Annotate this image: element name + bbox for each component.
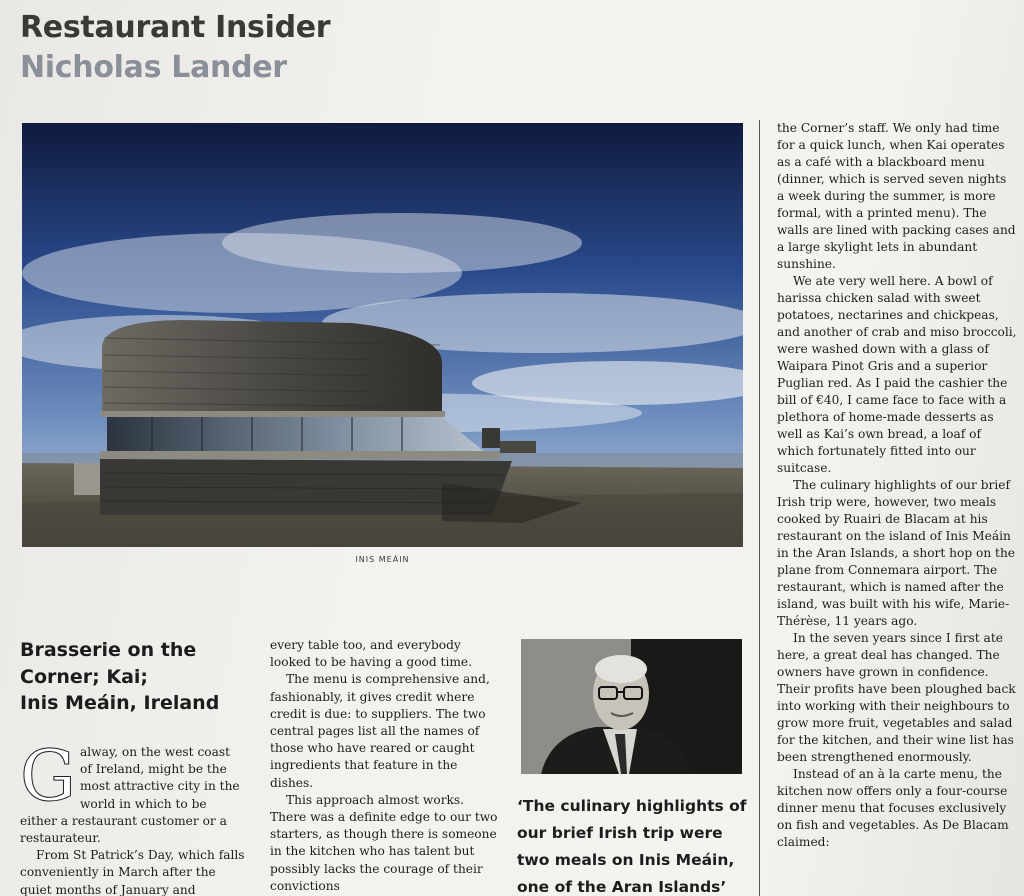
drop-cap: G — [20, 735, 76, 817]
headline-line: Corner; Kai; — [20, 665, 149, 688]
section-title: Restaurant Insider — [20, 10, 331, 45]
paragraph: The menu is comprehensive and, fashionably, it gives credit where credit is due: to suppliers. The two central pages list all the names of those who have reared or caught ingredients that feature in the dishes. — [270, 672, 490, 790]
paragraph: From St Patrick’s Day, which falls conveniently in March after the quiet months of January and — [20, 848, 245, 896]
paragraph: This approach almost works. There was a definite edge to our two starters, as though there is someone in the kitchen who has talent but possibly lacks the courage of their convictions — [270, 792, 498, 893]
first-column — [20, 735, 245, 896]
article-headline — [20, 637, 240, 717]
paragraph: We ate very well here. A bowl of harissa chicken salad with sweet potatoes, nectarines and chickpeas, and another of crab and miso broccoli, were washed down with a glass of Waipara Pinot Gris and a superior Puglian red. As I paid the cashier the bill of €40, I came face to face with a plethora of home-made desserts as well as Kai’s own bread, a loaf of which fortunately fitted into our suitcase. — [777, 274, 1017, 475]
pull-quote: ‘The culinary highlights of our brief Irish trip were two meals on Inis Meáin, one of the Aran Islands’ — [517, 797, 747, 896]
headline-line: Brasserie on the — [20, 639, 197, 661]
paragraph: the Corner’s staff. We only had time for a quick lunch, when Kai operates as a café with a blackboard menu (dinner, which is served seven nights a week during the summer, is more formal, with a printed menu). The walls are lined with packing cases and a large skylight lets in abundant sunshine. — [777, 121, 1016, 271]
paragraph: In the seven years since I first ate here, a great deal has changed. The owners have grown in confidence. Their profits have been ploughed back into working with their neighbours to grow more fruit, vegetables and salad for the kitchen, and their wine list has been strengthened enormously. — [777, 631, 1016, 764]
hero-photo-restaurant — [22, 123, 743, 547]
paragraph: Instead of an à la carte menu, the kitchen now offers only a four-course dinner menu that focuses exclusively on fish and vegetables. As De Blacam claimed: — [777, 767, 1009, 849]
paragraph: every table too, and everybody looked to be having a good time. — [270, 638, 472, 670]
author-portrait-photo — [521, 639, 742, 774]
hero-caption: INIS MEÁIN — [355, 555, 410, 564]
second-column — [270, 637, 500, 895]
paragraph: The culinary highlights of our brief Irish trip were, however, two meals cooked by Ruairi de Blacam at his restaurant on the island of Inis Meáin in the Aran Islands, a short hop on the plane from Connemara airport. The restaurant, which is named after the island, was built with his wife, Marie-Thérèse, 11 years ago. — [777, 478, 1016, 628]
column-divider — [759, 120, 760, 896]
headline-line: Inis Meáin, Ireland — [20, 692, 220, 714]
right-column — [777, 120, 1017, 851]
author-name: Nicholas Lander — [20, 50, 287, 85]
paragraph: alway, on the west coast of Ireland, might be the most attractive city in the world in which to be either a restaurant customer or a restaurateur. — [20, 745, 240, 846]
